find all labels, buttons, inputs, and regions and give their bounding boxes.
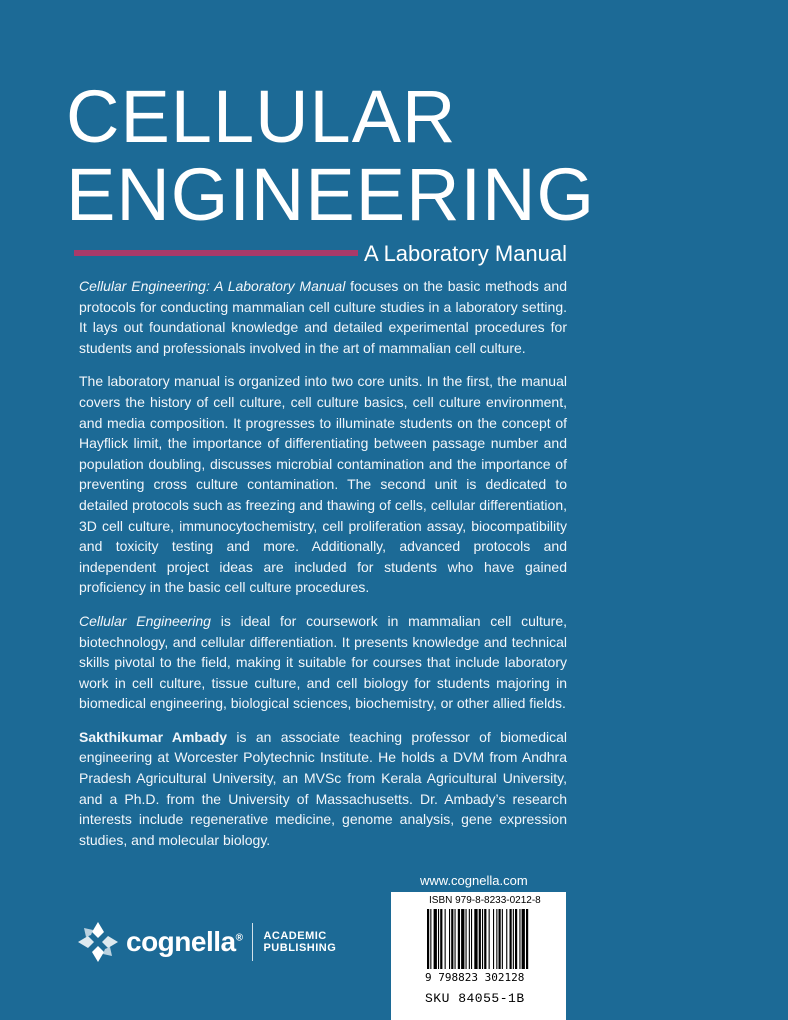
book-title-italic-short: Cellular Engineering [79,612,211,629]
cognella-logo-icon [76,920,120,964]
title-line-1: CELLULAR [66,75,457,158]
author-bio-text: is an associate teaching professor of biomedical engineering at Worcester Polytechnic Institute. He holds a DVM from Andhra Pradesh Agricultural University, an MVSc from Kerala Agricultural University, and a Ph.D. from the University of Massachusetts. Dr. Ambady’s research interests include regenerative medicine, genome analysis, gene expression studies, and molecular biology. [79,728,568,848]
book-title-italic: Cellular Engineering: A Laboratory Manual [79,278,346,294]
registered-mark: ® [235,932,243,944]
description-paragraph-2 [79,371,567,598]
paragraph-2-text: The laboratory manual is organized into two core units. In the first, the manual covers the history of cell culture, cell culture basics, cell culture environment, and media composition. It progresses to illuminate students on the concept of Hayflick limit, the importance of differentiating between passage number and population doubling, discusses microbial contamination and the importance of preventing cross culture contamination. The second unit is dedicated to detailed protocols such as freezing and thawing of cells, cellular differentiation, 3D cell culture, immunocytochemistry, cell proliferation assay, biocompatibility and toxicity testing and more. Additionally, advanced protocols and independent project ideas are included for students who have gained proficiency in the basic cell culture procedures. [79,373,567,596]
paragraph-1-text: focuses on the basic methods and protocols for conducting mammalian cell culture studies in a laboratory setting. It lays out foundational knowledge and detailed experimental procedures for students and professionals involved in the art of mammalian cell culture. [79,278,568,356]
publisher-logo [76,920,336,964]
author-bio [79,727,567,851]
description-paragraph-1 [79,276,567,358]
book-subtitle: A Laboratory Manual [364,241,568,266]
isbn-label: ISBN 979-8-8233-0212-8 [429,895,541,906]
back-cover-description [79,276,567,863]
logo-divider [252,923,253,961]
publisher-sub-line-2: PUBLISHING [263,942,337,954]
publisher-name-text: cognella [126,926,236,957]
book-title [66,75,596,236]
description-paragraph-3 [79,611,567,714]
publisher-website: www.cognella.com [420,873,528,888]
title-accent-rule [74,250,358,256]
paragraph-3-text: is ideal for coursework in mammalian cell culture, biotechnology, and cellular differentiation. It presents knowledge and technical skills pivotal to the field, making it suitable for courses that include laboratory work in cell culture, tissue culture, and cell biology for students majoring in biomedical engineering, biological sciences, biochemistry, or other allied fields. [79,612,567,712]
publisher-name [126,926,242,958]
author-name: Sakthikumar Ambady [79,728,228,745]
sku-code: SKU 84055-1B [425,991,525,1006]
title-line-2: ENGINEERING [66,153,596,236]
publisher-subtitle [263,930,336,954]
barcode-bars [427,909,557,969]
isbn-digits: 9 798823 302128 [425,971,525,984]
isbn-barcode [391,892,566,1020]
publisher-sub-line-1: ACADEMIC [263,930,327,942]
